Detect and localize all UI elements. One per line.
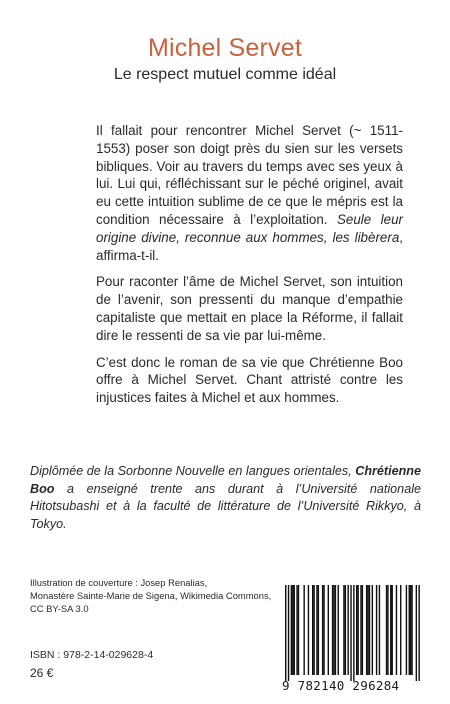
barcode-bar bbox=[379, 585, 380, 675]
barcode-bar bbox=[343, 585, 344, 675]
barcode-bar bbox=[362, 585, 363, 675]
barcode-bar bbox=[390, 585, 391, 675]
barcode-bar bbox=[303, 585, 304, 675]
book-subtitle: Le respect mutuel comme idéal bbox=[113, 66, 337, 83]
barcode-bar bbox=[292, 585, 293, 675]
barcode-digits: 9 782140 296284 bbox=[282, 678, 400, 693]
blurb-p1-text: Il fallait pour rencontrer Michel Servet (~ 1511-1553) poser son doigt près du sien sur les versets bibliques. Voir au travers du temps avec ses yeux à lui. Lui qui, réfléchissant sur le péché originel, avait eu cette intuition sublime de ce que le mépris est la condition nécessaire à l’exploitation. bbox=[96, 123, 403, 227]
barcode-bar bbox=[369, 585, 370, 675]
author-bio bbox=[30, 463, 421, 533]
barcode-bar bbox=[411, 585, 412, 675]
blurb-paragraph-1 bbox=[96, 122, 403, 264]
barcode-bar bbox=[298, 585, 299, 675]
credit-line-1: Illustration de couverture : Josep Renalias, bbox=[30, 577, 208, 588]
barcode-bar bbox=[296, 585, 297, 675]
barcode-bar bbox=[328, 585, 329, 675]
barcode-bar bbox=[360, 585, 361, 675]
barcode-bar bbox=[308, 585, 309, 675]
barcode-bar bbox=[345, 585, 346, 675]
blurb-text bbox=[96, 122, 403, 416]
barcode-bar bbox=[323, 585, 324, 675]
barcode-bar bbox=[406, 585, 407, 675]
barcode-bar bbox=[372, 585, 373, 675]
barcode-bar bbox=[285, 585, 286, 681]
barcode-bar bbox=[396, 585, 397, 675]
cover-credit bbox=[30, 576, 280, 615]
barcode-bar bbox=[347, 585, 348, 675]
credit-line-2: Monastère Sainte-Marie de Sigena, Wikimedia Commons, bbox=[30, 590, 272, 601]
barcode-bar bbox=[410, 585, 411, 675]
barcode-bar bbox=[313, 585, 314, 675]
barcode-bar bbox=[316, 585, 317, 675]
barcode-bar bbox=[350, 585, 351, 681]
barcode-bar bbox=[409, 585, 410, 675]
barcode-bar bbox=[416, 585, 417, 681]
barcode-bar bbox=[294, 585, 295, 675]
blurb-p1-quote: Seule leur origine divine, reconnue aux hommes, les libèrera bbox=[96, 211, 403, 245]
barcode-bar bbox=[291, 585, 292, 675]
bio-text-1: Diplômée de la Sorbonne Nouvelle en langues orientales, bbox=[30, 464, 356, 478]
barcode-bar bbox=[335, 585, 336, 675]
barcode-bar bbox=[356, 585, 357, 675]
barcode-bar bbox=[353, 585, 354, 681]
bio-text-2: a enseigné trente ans durant à l’Université nationale Hitotsubashi et à la faculté de littérature de l’Université Rikkyo, à Tokyo. bbox=[30, 481, 421, 531]
barcode-bar bbox=[332, 585, 333, 675]
isbn-number: ISBN : 978-2-14-029628-4 bbox=[30, 649, 154, 661]
barcode-bar bbox=[386, 585, 387, 675]
blurb-p1-end: , affirma-t-il. bbox=[96, 229, 403, 263]
barcode-bar bbox=[333, 585, 334, 675]
barcode-bar bbox=[418, 585, 419, 681]
barcode-bar bbox=[322, 585, 323, 675]
barcode-bar bbox=[338, 585, 339, 675]
barcode-bar bbox=[357, 585, 358, 675]
barcode-bar bbox=[387, 585, 388, 675]
barcode-bar bbox=[392, 585, 393, 675]
barcode-bar bbox=[367, 585, 368, 675]
blurb-paragraph-2: Pour raconter l’âme de Michel Servet, son intuition de l’avenir, son pressenti du manque d’empathie capitaliste que mettait en place la Réforme, il fallait dire le ressenti de sa vie par lui-même. bbox=[96, 274, 403, 343]
barcode-bar bbox=[400, 585, 401, 675]
barcode-bar bbox=[312, 585, 313, 675]
book-title: Michel Servet bbox=[147, 34, 303, 62]
credit-line-3: CC BY-SA 3.0 bbox=[30, 603, 89, 614]
barcode-bar bbox=[288, 585, 289, 681]
barcode-bar bbox=[366, 585, 367, 675]
author-name: Chrétienne Boo bbox=[30, 464, 421, 496]
barcode-bar bbox=[376, 585, 377, 675]
price: 26 € bbox=[30, 666, 54, 680]
barcode-bar bbox=[318, 585, 319, 675]
blurb-paragraph-3: C’est donc le roman de sa vie que Chrétienne Boo offre à Michel Servet. Chant attristé contre les injustices faites à Michel et aux hommes. bbox=[96, 354, 403, 406]
